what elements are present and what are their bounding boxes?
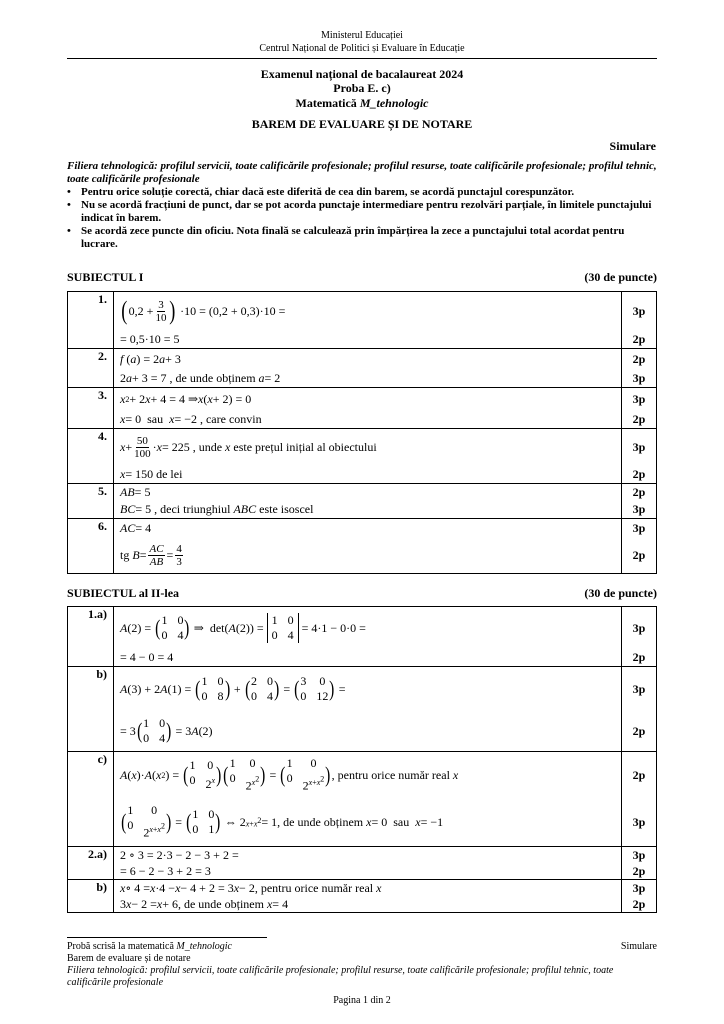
item-points: 2p 3p <box>622 484 657 519</box>
subiect1-table <box>67 291 657 574</box>
table-row <box>68 519 657 574</box>
item-solution: AC = 4 tg B = $\frac{AC}{AB}$ = $\frac{4}{3}$ <box>114 519 622 574</box>
table-row <box>68 484 657 519</box>
item-number: 1. <box>68 292 114 349</box>
footer-line3: Filiera tehnologică: profilul servicii, toate calificările profesionale; profilul resurse, toate calificările profesionale; profilul tehnic, toate calificările profesionale <box>67 965 614 988</box>
subiect2-table <box>67 606 657 913</box>
table-row <box>68 880 657 913</box>
instruction-bullet: • Pentru orice soluție corectă, chiar dacă este diferită de cea din barem, se acordă punctajul corespunzător. <box>67 186 659 199</box>
table-row <box>68 429 657 484</box>
item-number: 3. <box>68 388 114 429</box>
item-number: 1.a) <box>68 607 114 667</box>
table-row <box>68 847 657 880</box>
item-number: 2. <box>68 349 114 388</box>
item-points: 2p 3p <box>622 349 657 388</box>
item-points: 3p 2p <box>622 429 657 484</box>
subject-title: Matematică M_tehnologic <box>295 96 429 110</box>
footer-line1: Probă scrisă la matematică M_tehnologic <box>67 941 232 952</box>
table-row <box>68 752 657 847</box>
item-solution: A (3) + 2 A (1) = ( 1 0 0 8 ) + ( 2 0 0 4 ) = ( 3 0 0 12 ) = = 3 ( 1 0 0 4 ) = 3 A (2) <box>114 667 622 752</box>
item-solution: f ( a ) = 2 a + 3 2 a + 3 = 7 , de unde obținem a = 2 <box>114 349 622 388</box>
footer-simulare: Simulare <box>620 941 657 952</box>
item-number: b) <box>68 667 114 752</box>
table-row <box>68 607 657 667</box>
item-points: 3p 2p <box>622 607 657 667</box>
ministry-header: Ministerul Educației <box>321 30 403 41</box>
footer-line2: Barem de evaluare și de notare <box>67 953 191 964</box>
subiect2-heading: SUBIECTUL al II-lea (30 de puncte) <box>67 586 657 600</box>
instruction-bullet: • Nu se acordă fracțiuni de punct, dar se pot acorda punctaje intermediare pentru rezolvări parțiale, în limitele punctajului indicat în barem. <box>67 199 659 225</box>
simulare-label: Simulare <box>609 139 656 153</box>
item-solution: x ∘ 4 = x ·4 − x − 4 + 2 = 3 x − 2 , pentru orice număr real x 3 x − 2 = x + 6 , de unde obținem x = 4 <box>114 880 622 913</box>
item-points: 3p 2p <box>622 667 657 752</box>
table-row <box>68 388 657 429</box>
item-number: b) <box>68 880 114 913</box>
instruction-bullet: • Se acordă zece puncte din oficiu. Nota finală se calculează prin împărțirea la zece a punctajului total acordat pentru lucrare. <box>67 225 659 251</box>
item-points: 2p 3p <box>622 752 657 847</box>
proba-title: Proba E. c) <box>333 81 391 95</box>
table-row <box>68 349 657 388</box>
item-solution: AB = 5 BC = 5 , deci triunghiul ABC este isoscel <box>114 484 622 519</box>
item-points: 3p 2p <box>622 519 657 574</box>
item-points: 3p 2p <box>622 880 657 913</box>
item-solution: A (2) = ( 1 0 0 4 ) ⇒ det( A (2)) = 1 0 0 4 = 4·1 − 0·0 = = 4 − 0 = 4 <box>114 607 622 667</box>
footer <box>67 941 657 989</box>
barem-title: BAREM DE EVALUARE ȘI DE NOTARE <box>251 117 473 131</box>
item-solution: ( 0,2 + $\frac{3}{10}$ ) ·10 = (0,2 + 0,3)·10 = = 0,5·10 = 5 <box>114 292 622 349</box>
instructions <box>67 160 659 251</box>
item-number: 6. <box>68 519 114 574</box>
filiera-text: Filiera tehnologică: profilul servicii, toate calificările profesionale; profilul resurse, toate calificările profesionale; profilul tehnic, toate calificările profesionale <box>67 160 657 185</box>
item-points: 3p 2p <box>622 847 657 880</box>
item-number: c) <box>68 752 114 847</box>
footer-rule <box>67 937 267 938</box>
item-number: 4. <box>68 429 114 484</box>
item-number: 5. <box>68 484 114 519</box>
item-solution: A ( x )· A ( x 2 ) = ( 1 0 0 2$^x$ ) ( 1 0 0 $2^{x^2}$ ) = ( 1 0 0 $2^{x+x^2}$ ) , pentru orice număr real x ( 1 0 0 $2^{x+x^2}$ ) = ( 1 0 0 1 ) ⇔ 2 $x+x^2$ = 1 , de unde obținem x = 0 sau x = −1 <box>114 752 622 847</box>
table-row <box>68 667 657 752</box>
item-solution: 2 ∘ 3 = 2·3 − 2 − 3 + 2 = = 6 − 2 − 3 + 2 = 3 <box>114 847 622 880</box>
item-points: 3p 2p <box>622 292 657 349</box>
header-rule <box>67 58 657 59</box>
page-number: Pagina 1 din 2 <box>333 995 391 1006</box>
item-points: 3p 2p <box>622 388 657 429</box>
item-solution: x + $\frac{50}{100}$ · x = 225 , unde x este prețul inițial al obiectului x = 150 de lei <box>114 429 622 484</box>
item-number: 2.a) <box>68 847 114 880</box>
table-row <box>68 292 657 349</box>
center-header: Centrul Național de Politici și Evaluare în Educație <box>259 43 465 54</box>
subiect1-heading: SUBIECTUL I (30 de puncte) <box>67 270 657 284</box>
exam-title: Examenul național de bacalaureat 2024 <box>260 67 464 81</box>
item-solution: x 2 + 2 x + 4 = 4 ⇒ x ( x + 2) = 0 x = 0 sau x = −2 , care convin <box>114 388 622 429</box>
